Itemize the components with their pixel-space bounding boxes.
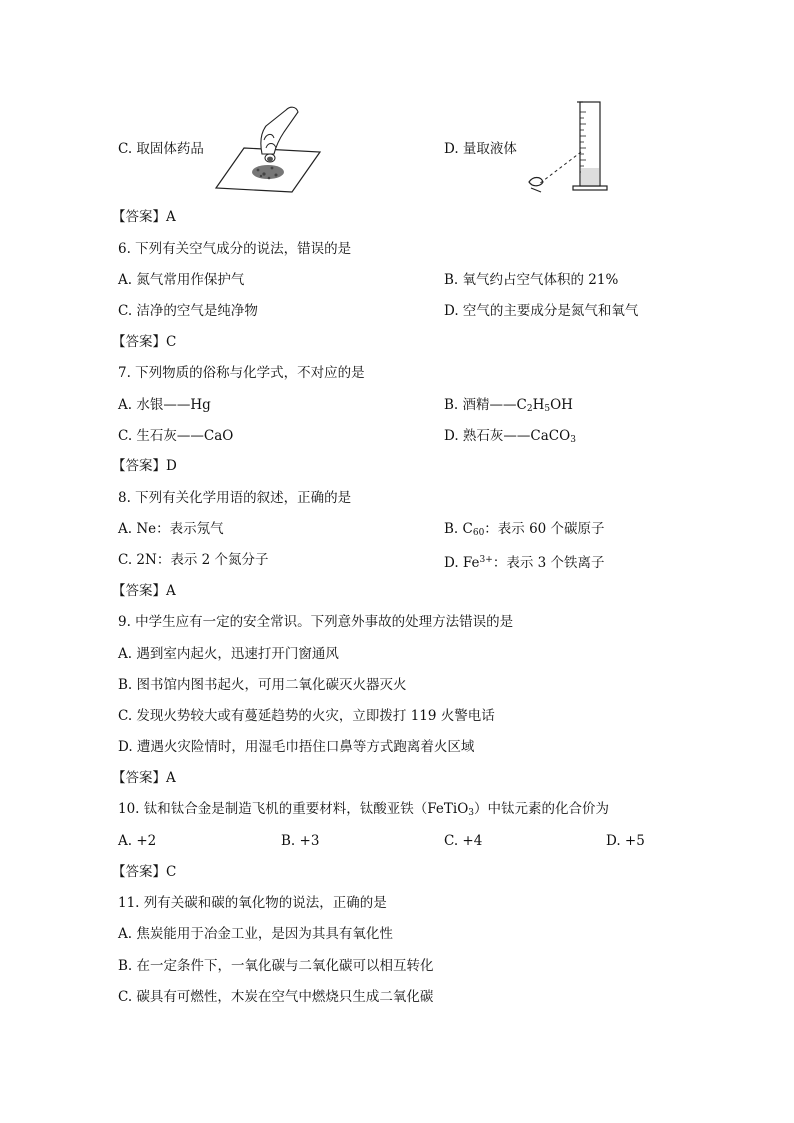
q8-option-d: D. $Fe^{3+}$：表示 3 个铁离子 bbox=[444, 555, 605, 571]
q9-option-c: C. 发现火势较大或有蔓延趋势的火灾，立即拨打 119 火警电话 bbox=[118, 708, 495, 724]
q8-option-a: A. Ne：表示氖气 bbox=[118, 521, 224, 537]
q6-option-a: A. 氮气常用作保护气 bbox=[118, 272, 245, 288]
q10-option-a: A. +2 bbox=[118, 833, 157, 849]
q10-stem: 10. 钛和钛合金是制造飞机的重要材料，钛酸亚铁（FeTiO$_3$）中钛元素的化合价为 bbox=[118, 801, 610, 818]
q6-answer: 【答案】C bbox=[112, 334, 177, 350]
q10-option-c: C. +4 bbox=[444, 833, 483, 849]
q9-option-b: B. 图书馆内图书起火，可用二氧化碳灭火器灭火 bbox=[118, 677, 407, 693]
q5-option-d: D. 量取液体 bbox=[444, 141, 517, 157]
q8-answer: 【答案】A bbox=[112, 583, 176, 599]
q9-stem: 9. 中学生应有一定的安全常识。下列意外事故的处理方法错误的是 bbox=[118, 614, 514, 630]
q6-option-d: D. 空气的主要成分是氮气和氧气 bbox=[444, 303, 639, 319]
q5-option-c: C. 取固体药品 bbox=[118, 141, 204, 157]
take-solid-figure bbox=[214, 102, 324, 194]
q10-answer: 【答案】C bbox=[112, 864, 177, 880]
q7-option-c: C. 生石灰——CaO bbox=[118, 428, 234, 444]
q9-option-a: A. 遇到室内起火，迅速打开门窗通风 bbox=[118, 646, 339, 662]
q8-option-c: C. 2N：表示 2 个氮分子 bbox=[118, 552, 269, 568]
q9-answer: 【答案】A bbox=[112, 770, 176, 786]
q10-option-b: B. +3 bbox=[281, 833, 320, 849]
q7-option-b: B. 酒精$——C_2H_5OH$ bbox=[444, 397, 573, 414]
q10-option-d: D. +5 bbox=[606, 833, 645, 849]
q7-answer: 【答案】D bbox=[112, 458, 177, 474]
q8-stem: 8. 下列有关化学用语的叙述，正确的是 bbox=[118, 490, 352, 506]
q7-option-a: A. 水银——Hg bbox=[118, 397, 211, 413]
q6-option-b: B. 氧气约占空气体积的 21% bbox=[444, 272, 619, 288]
q11-option-a: A. 焦炭能用于冶金工业，是因为其具有氧化性 bbox=[118, 926, 393, 942]
q6-stem: 6. 下列有关空气成分的说法，错误的是 bbox=[118, 241, 352, 257]
q11-option-c: C. 碳具有可燃性，木炭在空气中燃烧只生成二氧化碳 bbox=[118, 989, 434, 1005]
q7-stem: 7. 下列物质的俗称与化学式，不对应的是 bbox=[118, 365, 365, 381]
q9-option-d: D. 遭遇火灾险情时，用湿毛巾捂住口鼻等方式跑离着火区域 bbox=[118, 739, 475, 755]
q11-stem: 11. 列有关碳和碳的氧化物的说法，正确的是 bbox=[118, 895, 387, 911]
q6-option-c: C. 洁净的空气是纯净物 bbox=[118, 303, 258, 319]
q8-option-b: B. $C_{60}$：表示 60 个碳原子 bbox=[444, 521, 605, 538]
measure-liquid-figure bbox=[525, 100, 615, 200]
q5-answer: 【答案】A bbox=[112, 209, 176, 225]
q11-option-b: B. 在一定条件下，一氧化碳与二氧化碳可以相互转化 bbox=[118, 958, 434, 974]
q7-option-d: D. 熟石灰——CaCO$_3$ bbox=[444, 428, 576, 445]
